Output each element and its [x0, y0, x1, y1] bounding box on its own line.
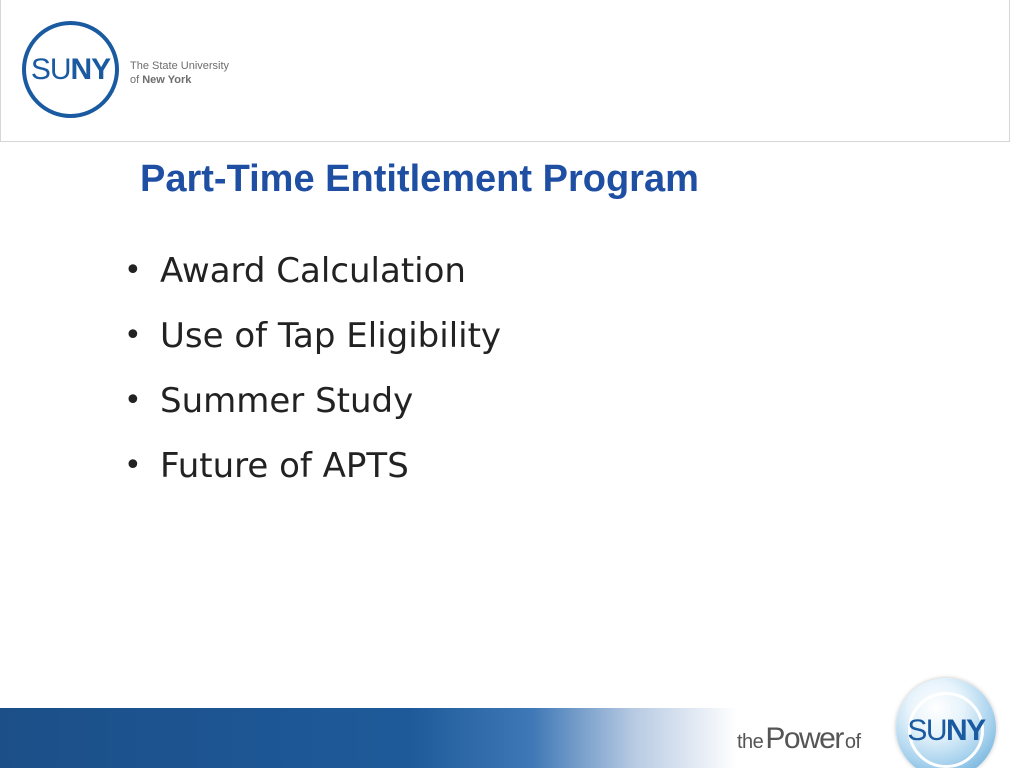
bullet-text: Future of APTS — [160, 445, 409, 486]
bullet-list — [124, 238, 501, 498]
bullet-item — [124, 303, 501, 368]
slide-title: Part-Time Entitlement Program — [140, 158, 699, 200]
logo-word-bold: NY — [70, 52, 111, 86]
logo-tagline — [130, 59, 229, 87]
footer-band — [0, 708, 1024, 768]
globe-word-light: SU — [907, 714, 946, 747]
suny-logo-circle-icon — [22, 21, 119, 118]
logo-wordmark — [31, 53, 110, 87]
footer-tagline-power: Power — [765, 722, 843, 755]
logo-word-light: SU — [30, 52, 71, 86]
bullet-icon: • — [124, 448, 142, 483]
bullet-text: Use of Tap Eligibility — [160, 315, 502, 356]
bullet-item — [124, 433, 501, 498]
logo-tagline-line1: The State University — [130, 60, 230, 72]
bullet-icon: • — [124, 253, 142, 288]
logo-tagline-new-york: New York — [142, 74, 192, 86]
logo-tagline-line2 — [130, 73, 229, 87]
bullet-icon: • — [124, 383, 142, 418]
suny-logo — [22, 21, 262, 125]
globe-word-bold: NY — [946, 714, 985, 747]
logo-tagline-of: of — [130, 74, 143, 86]
bullet-item — [124, 238, 501, 303]
bullet-icon: • — [124, 318, 142, 353]
globe-wordmark — [896, 714, 996, 748]
bullet-text: Award Calculation — [160, 250, 466, 291]
suny-globe-icon — [896, 678, 996, 768]
footer-tagline-the: the — [737, 731, 764, 753]
bullet-item — [124, 368, 501, 433]
footer-tagline-of: of — [844, 731, 861, 753]
footer-tagline — [737, 722, 861, 756]
bullet-text: Summer Study — [160, 380, 414, 421]
